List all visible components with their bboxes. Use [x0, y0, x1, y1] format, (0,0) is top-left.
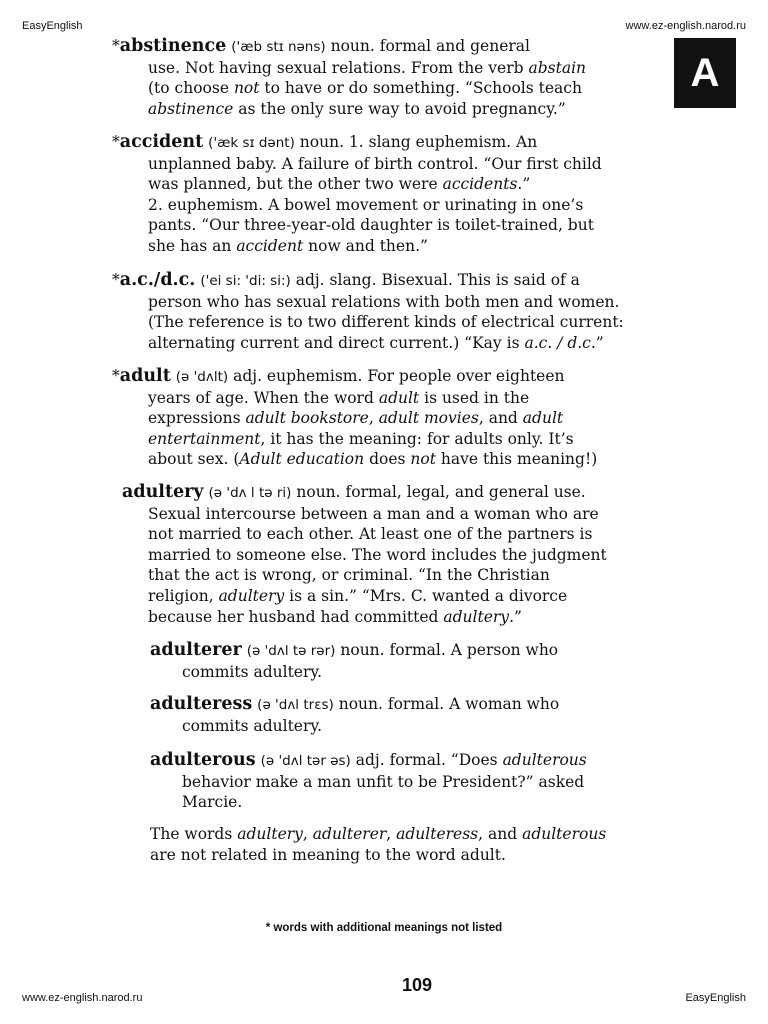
definition-text: to have or do something. “Schools teach	[264, 79, 582, 98]
definition-text: noun. formal. A person who	[340, 641, 559, 659]
italic-term: Adult education	[239, 450, 365, 469]
definition-text: she has an	[148, 236, 232, 255]
italic-term: adulterer	[312, 825, 387, 843]
italic-term: accidents	[442, 175, 518, 194]
note-text: , and	[478, 825, 518, 843]
definition-text: expressions	[148, 409, 241, 428]
pronunciation: (ə 'dʌl tər əs)	[260, 753, 351, 769]
definition-text: adj. euphemism. For people over eighteen	[233, 367, 565, 385]
definition-text: because her husband had committed	[148, 607, 439, 626]
italic-term: adultery	[237, 825, 303, 843]
definition-text: adj. formal. “Does	[355, 751, 498, 769]
definition-text: years of age. When the word	[148, 388, 374, 407]
definition-text: alternating current and direct current.) “Kay is	[148, 333, 520, 352]
pronunciation: (ə 'dʌlt)	[175, 369, 229, 385]
definition-text: commits adultery.	[182, 716, 323, 735]
definition-text: married to someone else. The word includes the judgment	[148, 545, 607, 564]
definition-text: Sexual intercourse between a man and a woman who are	[148, 504, 599, 523]
pronunciation: (ə 'dʌ l tə ri)	[208, 485, 292, 501]
italic-term: abstain	[528, 58, 587, 77]
definition-text: noun. formal and general	[330, 37, 530, 55]
header-left: EasyEnglish	[22, 20, 83, 32]
definition-text: religion,	[148, 586, 214, 605]
headword: adulterer	[150, 640, 242, 660]
italic-term: adulterous	[522, 825, 607, 843]
star-marker: *	[112, 133, 120, 151]
definition-text: adj. slang. Bisexual. This is said of a	[295, 271, 580, 289]
definition-text: commits adultery.	[182, 662, 323, 681]
definition-text: noun. 1. slang euphemism. An	[299, 133, 538, 151]
italic-term: adultery	[218, 586, 285, 605]
italic-term: accident	[236, 236, 304, 255]
header-right: www.ez-english.narod.ru	[625, 20, 746, 32]
pronunciation: ('æk sɪ dənt)	[208, 135, 295, 151]
entry-adulterer	[150, 640, 558, 682]
definition-text: was planned, but the other two were	[148, 175, 438, 194]
star-marker: *	[112, 271, 120, 289]
definition-text: is used in the	[424, 388, 530, 407]
page-number: 109	[401, 975, 433, 995]
italic-term: not	[410, 450, 436, 469]
definition-text: about sex. (	[148, 450, 240, 469]
footer-right: EasyEnglish	[685, 992, 746, 1004]
definition-text: (to choose	[148, 79, 229, 98]
definition-text: behavior make a man unfit to be President?” asked	[182, 772, 585, 791]
usage-note: The words adultery, adulterer, adulteress, and adulterous are not related in meaning to the word adult.	[150, 825, 607, 864]
footnote: * words with additional meanings not listed	[265, 922, 503, 934]
definition-text: as the only sure way to avoid pregnancy.”	[238, 99, 566, 118]
italic-term: adultery	[443, 607, 510, 626]
pronunciation: (ə 'dʌl tə rər)	[246, 643, 336, 659]
headword: accident	[119, 132, 204, 152]
definition-text: does	[369, 450, 406, 469]
footer-left: www.ez-english.narod.ru	[22, 992, 143, 1004]
entry-adultery	[122, 482, 607, 627]
italic-term: adult	[522, 409, 564, 428]
note-text: are not related in meaning to the word adult.	[150, 845, 506, 864]
definition-text: 2. euphemism. A bowel movement or urinating in one’s	[148, 195, 584, 214]
section-letter-tab: A	[674, 38, 736, 108]
note-text: The words	[150, 825, 233, 843]
entry-adulteress	[150, 694, 559, 736]
definition-text: ”	[595, 333, 604, 352]
definition-text: is a sin.” “Mrs. C. wanted a divorce	[289, 586, 568, 605]
entry-adulterous	[150, 750, 587, 813]
headword: a.c./d.c.	[119, 270, 196, 290]
italic-term: not	[233, 79, 260, 98]
definition-text: , it has the meaning: for adults only. It’s	[260, 429, 574, 448]
italic-term: a.c. / d.c.	[524, 333, 596, 352]
entry-accident	[112, 132, 602, 257]
italic-term: adulteress	[396, 825, 479, 843]
definition-text: pants. “Our three-year-old daughter is toilet-trained, but	[148, 216, 594, 235]
pronunciation: (ə 'dʌl trɛs)	[257, 697, 334, 713]
definition-text: person who has sexual relations with both men and women.	[148, 292, 620, 311]
definition-text: Marcie.	[182, 793, 243, 812]
pronunciation: ('æb stɪ nəns)	[231, 39, 326, 55]
headword: adulteress	[150, 694, 253, 714]
headword: adulterous	[150, 750, 256, 770]
headword: adult	[119, 366, 171, 386]
definition-text: now and then.”	[308, 236, 428, 255]
definition-text: , and	[478, 409, 518, 428]
italic-term: entertainment	[148, 429, 261, 448]
definition-text: not married to each other. At least one of the partners is	[148, 525, 593, 544]
definition-text: noun. formal, legal, and general use.	[296, 483, 586, 501]
definition-text: ,	[368, 409, 374, 428]
definition-text: have this meaning!)	[440, 450, 598, 469]
italic-term: abstinence	[148, 99, 234, 118]
italic-term: adult bookstore	[245, 409, 369, 428]
definition-text: unplanned baby. A failure of birth control. “Our first child	[148, 154, 602, 173]
entry-acdc	[112, 270, 624, 353]
italic-term: adulterous	[502, 751, 587, 769]
headword: adultery	[122, 482, 204, 502]
star-marker: *	[112, 367, 120, 385]
definition-text: that the act is wrong, or criminal. “In the Christian	[148, 566, 550, 585]
pronunciation: ('ei si: 'di: si:)	[200, 273, 291, 289]
headword: abstinence	[119, 36, 227, 56]
star-marker: *	[112, 37, 120, 55]
definition-text: .”	[517, 175, 531, 194]
definition-text: .”	[509, 607, 522, 626]
definition-text: noun. formal. A woman who	[338, 695, 560, 713]
italic-term: adult	[378, 388, 420, 407]
entry-adult	[112, 366, 597, 470]
italic-term: adult movies	[378, 409, 479, 428]
definition-text: use. Not having sexual relations. From the verb	[148, 58, 524, 77]
entry-abstinence	[112, 36, 586, 119]
definition-text: (The reference is to two different kinds of electrical current:	[148, 313, 624, 332]
